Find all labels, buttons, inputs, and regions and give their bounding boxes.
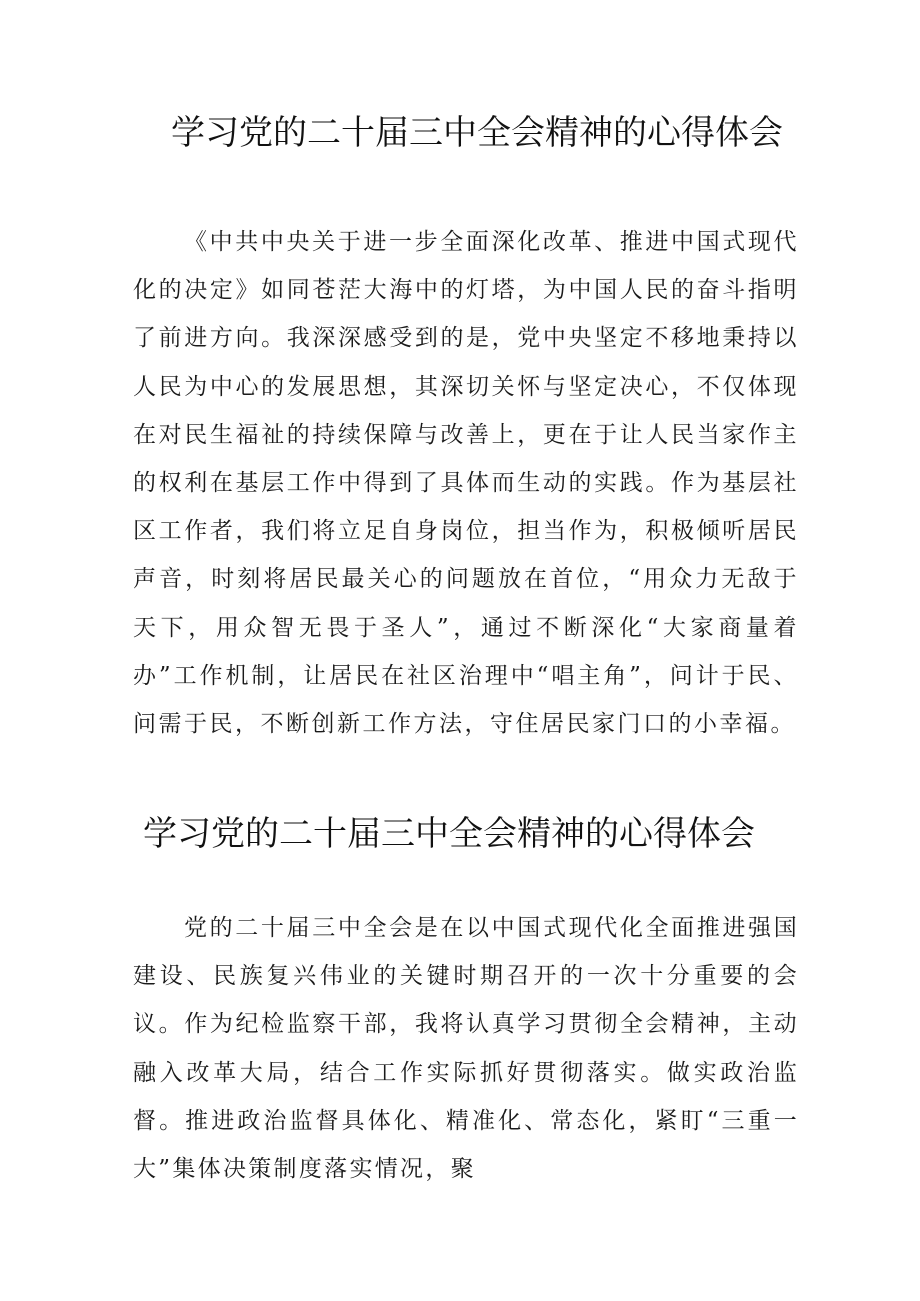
section-2-paragraph: 党的二十届三中全会是在以中国式现代化全面推进强国建设、民族复兴伟业的关键时期召开的一次十分重要的会议。作为纪检监察干部，我将认真学习贯彻全会精神，主动融入改革大局，结合工作实际抓好贯彻落实。做实政治监督。推进政治监督具体化、精准化、常态化，紧盯“三重一大”集体决策制度落实情况，聚 (133, 915, 799, 1183)
section-1-title: 学习党的二十届三中全会精神的心得体会 (171, 113, 783, 153)
section-2-title: 学习党的二十届三中全会精神的心得体会 (143, 814, 755, 854)
section-1-paragraph: 《中共中央关于进一步全面深化改革、推进中国式现代化的决定》如同苍茫大海中的灯塔，为中国人民的奋斗指明了前进方向。我深深感受到的是，党中央坚定不移地秉持以人民为中心的发展思想，其深切关怀与坚定决心，不仅体现在对民生福祉的持续保障与改善上，更在于让人民当家作主的权利在基层工作中得到了具体而生动的实践。作为基层社区工作者，我们将立足自身岗位，担当作为，积极倾听居民声音，时刻将居民最关心的问题放在首位，“用众力无敌于天下，用众智无畏于圣人”，通过不断深化“大家商量着办”工作机制，让居民在社区治理中“唱主角”，问计于民、问需于民，不断创新工作方法，守住居民家门口的小幸福。 (133, 229, 799, 738)
